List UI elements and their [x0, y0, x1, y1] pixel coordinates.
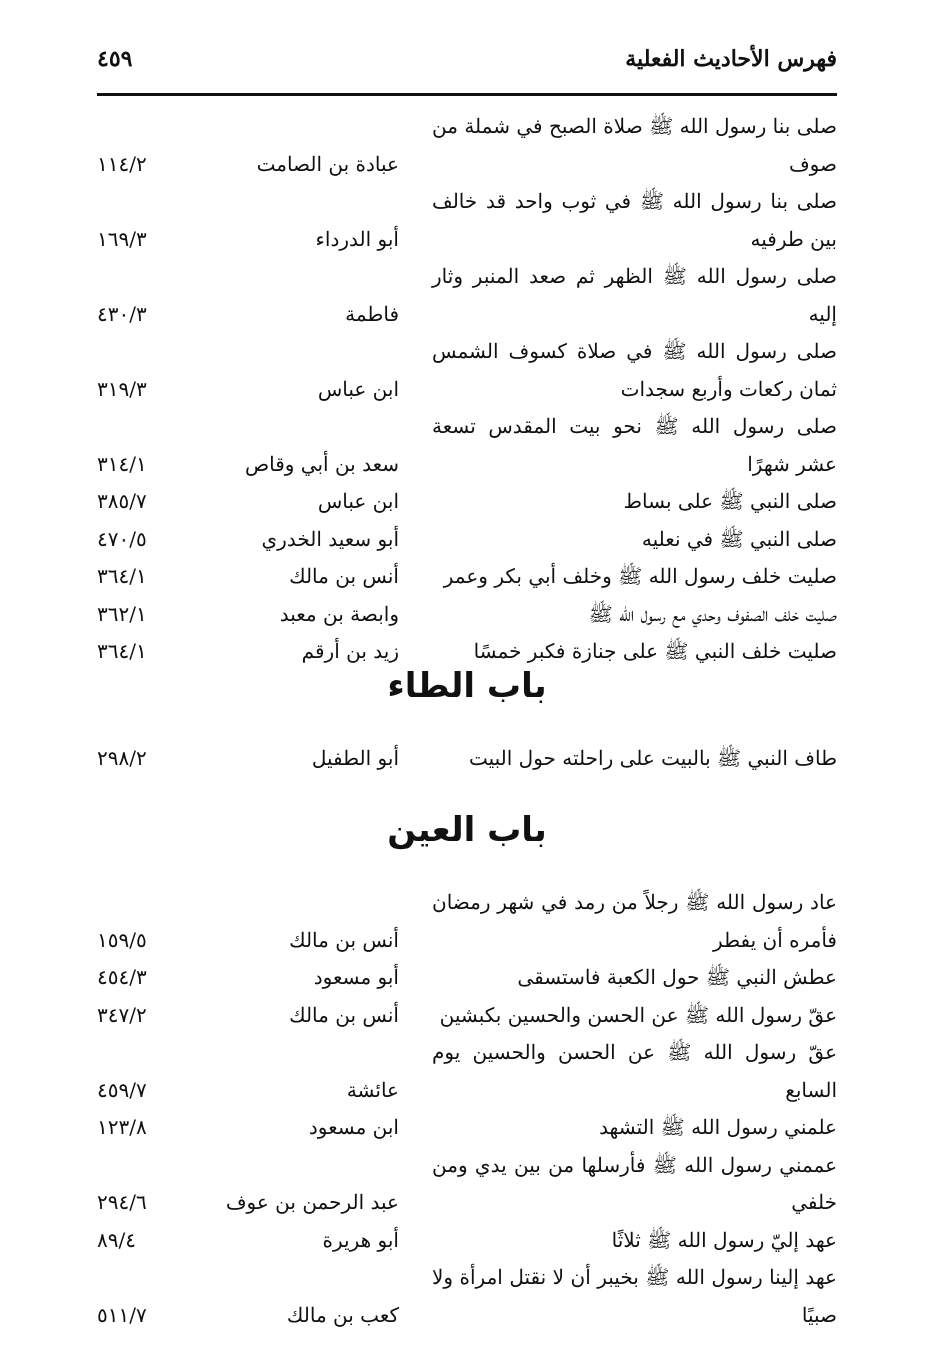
hadith-narrator: أنس بن مالك: [289, 564, 399, 588]
hadith-narrator: أبو الدرداء: [315, 226, 399, 251]
hadith-index-section-sad: [97, 108, 837, 671]
hadith-text: صليت خلف النبي ﷺ على جنازة فكبر خمسًا: [473, 639, 837, 663]
hadith-narrator: أبو هريرة: [322, 1227, 399, 1252]
hadith-entry: [97, 596, 837, 634]
hadith-entry: [97, 1034, 837, 1109]
hadith-reference: ٣٤٧/٢: [97, 1002, 147, 1027]
hadith-index-section-ta: [97, 740, 837, 778]
hadith-reference: ٣١٤/١: [97, 451, 147, 476]
hadith-text: عاد رسول الله ﷺ رجلاً من رمد في شهر رمضان فأمره أن يفطر: [432, 890, 837, 952]
hadith-text: صلى النبي ﷺ على بساط: [623, 489, 837, 513]
hadith-text: صلى رسول الله ﷺ في صلاة كسوف الشمس ثمان ركعات وأربع سجدات: [432, 339, 837, 401]
hadith-text: صلى بنا رسول الله ﷺ في ثوب واحد قد خالف بين طرفيه: [432, 189, 837, 251]
hadith-narrator: أبو سعيد الخدري: [261, 526, 399, 551]
hadith-reference: ٢٩٤/٦: [97, 1190, 147, 1214]
hadith-reference: ٨٩/٤: [97, 1227, 136, 1252]
hadith-reference: ١٢٣/٨: [97, 1115, 147, 1139]
hadith-entry: [97, 1222, 837, 1260]
hadith-entry: [97, 884, 837, 959]
hadith-narrator: عبادة بن الصامت: [256, 151, 399, 176]
hadith-narrator: عبد الرحمن بن عوف: [225, 1190, 399, 1214]
hadith-entry: [97, 333, 837, 408]
hadith-reference: ٤٣٠/٣: [97, 301, 147, 326]
hadith-entry: [97, 483, 837, 521]
hadith-text: عهد إلينا رسول الله ﷺ بخيبر أن لا نقتل امرأة ولا صبيًا: [432, 1265, 837, 1327]
page-number: ٤٥٩: [97, 46, 133, 72]
hadith-text: صليت خلف الصفوف وحدي مع رسول الله ﷺ: [588, 601, 837, 626]
hadith-text: صليت خلف رسول الله ﷺ وخلف أبي بكر وعمر: [443, 564, 837, 588]
hadith-narrator: زيد بن أرقم: [301, 639, 399, 663]
hadith-entry: [97, 258, 837, 333]
hadith-reference: ١٦٩/٣: [97, 226, 147, 251]
hadith-entry: [97, 959, 837, 997]
hadith-reference: ٤٥٩/٧: [97, 1077, 147, 1102]
hadith-index-section-ayn: [97, 884, 837, 1334]
hadith-entry: [97, 108, 837, 183]
hadith-narrator: أنس بن مالك: [289, 927, 399, 952]
hadith-text: صلى رسول الله ﷺ الظهر ثم صعد المنبر وثار إليه: [432, 264, 837, 326]
hadith-narrator: ابن عباس: [317, 489, 399, 513]
hadith-text: علمني رسول الله ﷺ التشهد: [599, 1115, 837, 1139]
hadith-reference: ٣٦٢/١: [97, 601, 147, 626]
hadith-text: صلى رسول الله ﷺ نحو بيت المقدس تسعة عشر شهرًا: [432, 414, 837, 476]
hadith-text: عقّ رسول الله ﷺ عن الحسن والحسين يوم السابع: [432, 1040, 837, 1102]
hadith-narrator: ابن عباس: [317, 376, 399, 401]
hadith-reference: ٤٧٠/٥: [97, 526, 147, 551]
hadith-entry: [97, 558, 837, 596]
hadith-text: عطش النبي ﷺ حول الكعبة فاستسقى: [517, 965, 837, 989]
hadith-entry: [97, 408, 837, 483]
hadith-text: عممني رسول الله ﷺ فأرسلها من بين يدي ومن خلفي: [432, 1152, 837, 1214]
hadith-text: صلى النبي ﷺ في نعليه: [641, 526, 837, 551]
hadith-reference: ٣١٩/٣: [97, 376, 147, 401]
hadith-entry: [97, 740, 837, 778]
hadith-reference: ٥١١/٧: [97, 1302, 147, 1327]
hadith-narrator: كعب بن مالك: [286, 1302, 399, 1327]
page-header: [97, 40, 837, 96]
hadith-entry: [97, 633, 837, 671]
hadith-entry: [97, 1259, 837, 1334]
hadith-reference: ٣٨٥/٧: [97, 489, 147, 513]
hadith-reference: ٣٦٤/١: [97, 564, 147, 588]
page-title: فهرس الأحاديث الفعلية: [625, 46, 837, 72]
hadith-entry: [97, 183, 837, 258]
hadith-text: عقّ رسول الله ﷺ عن الحسن والحسين بكبشين: [439, 1002, 837, 1027]
hadith-reference: ٣٦٤/١: [97, 639, 147, 663]
hadith-narrator: ابن مسعود: [308, 1115, 399, 1139]
chapter-heading-ta: باب الطاء: [387, 666, 547, 706]
hadith-text: عهد إليّ رسول الله ﷺ ثلاثًا: [611, 1227, 837, 1252]
hadith-narrator: فاطمة: [345, 301, 399, 326]
hadith-entry: [97, 1147, 837, 1222]
hadith-narrator: سعد بن أبي وقاص: [244, 451, 399, 476]
hadith-entry: [97, 1109, 837, 1147]
hadith-entry: [97, 521, 837, 559]
hadith-text: صلى بنا رسول الله ﷺ صلاة الصبح في شملة من صوف: [432, 114, 837, 176]
hadith-narrator: أبو الطفيل: [311, 746, 399, 770]
hadith-narrator: عائشة: [346, 1077, 399, 1102]
hadith-entry: [97, 997, 837, 1035]
hadith-reference: ١١٤/٢: [97, 151, 147, 176]
hadith-reference: ٤٥٤/٣: [97, 965, 147, 989]
hadith-narrator: أنس بن مالك: [289, 1002, 399, 1027]
hadith-reference: ١٥٩/٥: [97, 927, 147, 952]
hadith-narrator: وابصة بن معبد: [279, 601, 399, 626]
hadith-reference: ٢٩٨/٢: [97, 746, 147, 770]
hadith-text: طاف النبي ﷺ بالبيت على راحلته حول البيت: [468, 746, 837, 770]
chapter-heading-ayn: باب العين: [387, 810, 547, 850]
hadith-narrator: أبو مسعود: [313, 965, 399, 989]
